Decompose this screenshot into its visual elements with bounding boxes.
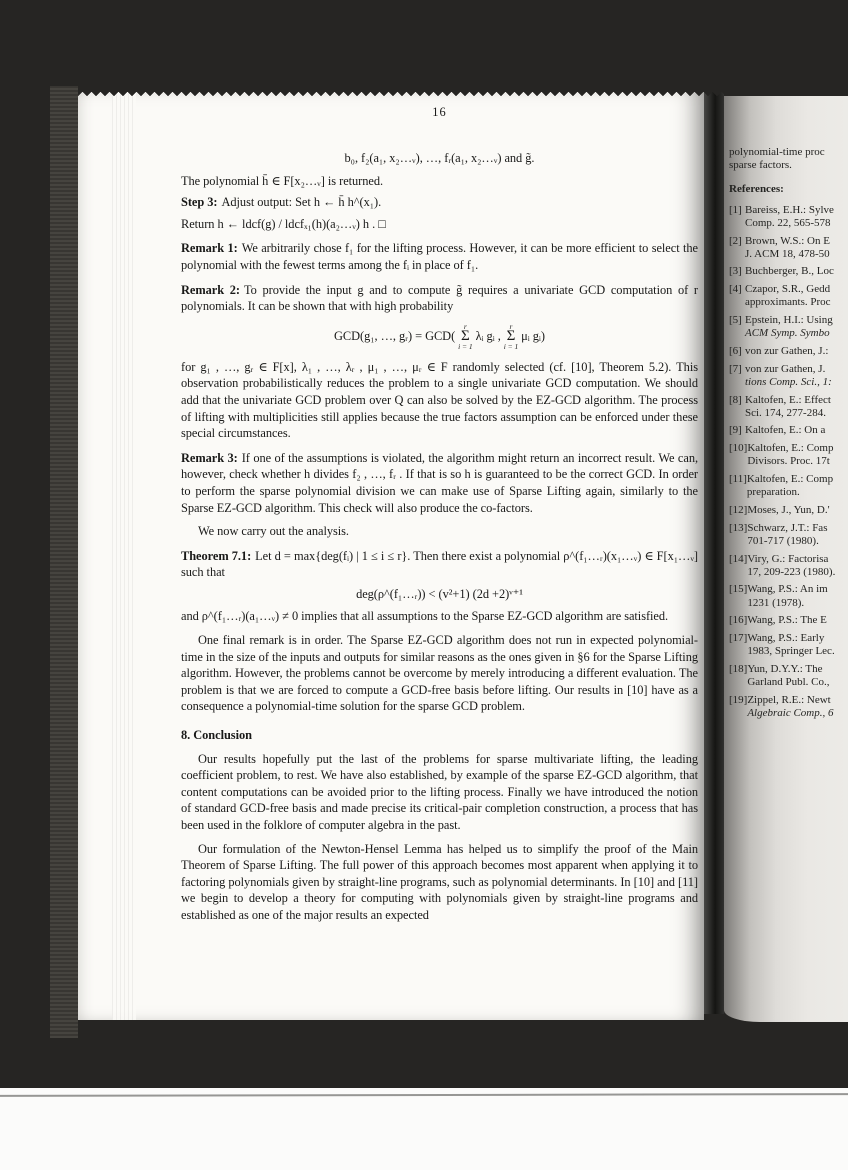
remark-3-text: If one of the assumptions is violated, the algorithm might return an incorrect result. We can, however, check whether h divides f₂ , …, fᵣ . If that is so h is guaranteed to be the correct GCD. In order to perform the sparse polynomial division we can make use of Sparse Lifting again, similarly to the Sparse EZ-GCD algorithm. This check will also produce the co-factors.: [181, 450, 699, 515]
reference-line-2: tions Comp. Sci., 1:: [745, 375, 832, 388]
left-page-content: [181, 104, 698, 929]
sigma-lower-limit: i = 1: [503, 342, 519, 352]
reference-text: [745, 345, 848, 358]
theorem-label: Theorem 7.1:: [181, 548, 252, 563]
reference-text: [747, 522, 848, 548]
reference-line-1: Moses, J., Yun, D.': [747, 503, 830, 516]
reference-text: [745, 314, 848, 340]
reference-item: [729, 473, 848, 499]
reference-number: [16]: [729, 614, 748, 627]
reference-item: [729, 522, 848, 548]
reference-text: [747, 553, 848, 579]
reference-item: [729, 283, 848, 309]
reference-number: [6]: [729, 344, 742, 357]
reference-item: [729, 663, 848, 689]
sigma-upper-limit: r: [463, 321, 467, 331]
reference-number: [10]: [729, 442, 748, 455]
remark-1-label: Remark 1:: [181, 241, 238, 256]
reference-text: [747, 614, 848, 627]
return-line: Return h ← ldcf(g) / ldcfₓ₁(h)(a₂…ᵥ) h . □: [181, 216, 386, 231]
reference-number: [2]: [729, 234, 742, 247]
reference-number: [13]: [729, 521, 748, 534]
conclusion-paragraph-1: Our results hopefully put the last of the problems for sparse multivariate lifting, the leading coefficient problem, to rest. We have also established, by example of the sparse EZ-GCD algorithm, that content computations can be avoided prior to the lifting process. Finally we have introduced the notion of standard GCD-free basis and made precise its critical-pair completion construction, a process that has been used in the folklore of computer algebra in the past.: [181, 751, 698, 832]
reference-number: [19]: [729, 693, 748, 706]
reference-item: [729, 632, 848, 658]
deg-formula: deg(ρ^(f₁…ᵣ)) < (v²+1) (2d +2)ᵛ⁺¹: [356, 586, 523, 601]
reference-line-2: Algebraic Comp., 6: [747, 707, 834, 720]
reference-line-2: 17, 209-223 (1980).: [747, 565, 836, 578]
reference-item: [729, 345, 848, 358]
analysis-line: We now carry out the analysis.: [198, 524, 349, 539]
reference-line-1: Kaltofen, E.: Effect: [745, 393, 831, 406]
reference-text: [745, 283, 848, 309]
reference-number: [7]: [729, 362, 742, 375]
reference-line-1: Kaltofen, E.: Comp: [746, 473, 834, 486]
gcd-lhs: GCD(g₁, …, gᵣ) = GCD(: [333, 328, 456, 343]
reference-line-1: Viry, G.: Factorisa: [747, 552, 829, 565]
reference-item: [729, 583, 848, 609]
remark-1: [181, 240, 698, 273]
reference-line-2: Comp. 22, 565-578: [745, 216, 831, 229]
right-page-content: [729, 146, 848, 725]
remark-1-text: We arbitrarily chose f₁ for the lifting process. However, it can be more efficient to select the polynomial with the fewest terms among the fᵢ in place of f₁.: [181, 241, 698, 272]
reference-line-2: preparation.: [746, 486, 800, 499]
reference-number: [12]: [729, 503, 748, 516]
reference-line-1: Epstein, H.I.: Using: [745, 314, 833, 327]
reference-number: [9]: [729, 424, 742, 437]
reference-text: [745, 235, 848, 261]
carryover-text: [729, 146, 848, 172]
reference-number: [15]: [729, 583, 748, 596]
reference-text: [747, 473, 848, 499]
reference-line-2: 1983, Springer Lec.: [747, 645, 835, 658]
paragraph-final-remark: One final remark is in order. The Sparse EZ-GCD algorithm does not run in expected polynomial-time in the size of the inputs and outputs for similar reasons as the ones given in §6 for the Sparse Lifting algorithm. However, the problems cannot be overcome by merely introducing a different evaluation. The problem is that we are forced to compute a GCD-free basis before lifting. Our results in [10] have as a consequence a polynomial-time solution for the sparse GCD problem.: [181, 633, 698, 714]
reference-line-1: Schwarz, J.T.: Fas: [747, 521, 828, 534]
reference-item: [729, 314, 848, 340]
reference-text: [747, 504, 848, 517]
reference-line-1: von zur Gathen, J.:: [745, 344, 829, 357]
reference-number: [4]: [729, 283, 742, 296]
sigma-lower-limit: i = 1: [458, 342, 473, 352]
page-stack-edges: [112, 92, 136, 1020]
left-page: [78, 92, 704, 1020]
reference-item: [729, 204, 848, 230]
sigma-symbol: [504, 323, 518, 351]
conclusion-paragraph-2: Our formulation of the Newton-Hensel Lemma has helped us to simplify the proof of the Main Theorem of Sparse Lifting. The full power of this approach becomes most apparent when applying it to factoring polynomials given by straight-line programs, such as polynomial determinants. In [10] and [11] we begin to develop a theory for computing with polynomials given by straight-line programs and established as one of the major results an expected: [181, 841, 698, 922]
reference-text: [745, 363, 848, 389]
gutter-shadow: [704, 92, 724, 1014]
carryover-line: sparse factors.: [729, 159, 792, 172]
sigma-glyph: Σ: [506, 328, 516, 345]
reference-item: [729, 504, 848, 517]
sigma-symbol: [458, 323, 472, 351]
paragraph-returned: The polynomial h̄ ∈ F[x₂…ᵥ] is returned.: [181, 173, 384, 188]
reference-line-2: J. ACM 18, 478-50: [745, 247, 830, 260]
reference-item: [729, 394, 848, 420]
step3-label: Step 3:: [181, 195, 218, 210]
reference-line-1: Wang, P.S.: Early: [747, 632, 825, 645]
theorem-7-1: [181, 548, 698, 581]
reference-text: [747, 442, 848, 468]
reference-number: [3]: [729, 265, 742, 278]
remark-2-text: To provide the input g and to compute g̃ requires a univariate GCD computation of r polynomials. It can be shown that with high probability: [181, 282, 698, 314]
reference-item: [729, 553, 848, 579]
gcd-formula: [181, 323, 698, 351]
reference-line-1: Yun, D.Y.Y.: The: [747, 663, 823, 675]
reference-text: [745, 394, 848, 420]
reference-line-2: Divisors. Proc. 17t: [747, 455, 830, 468]
reference-text: [747, 663, 848, 689]
reference-number: [18]: [729, 663, 748, 675]
gcd-close: ): [540, 328, 545, 343]
reference-line-1: Zippel, R.E.: Newt: [747, 693, 831, 706]
reference-item: [729, 614, 848, 627]
reference-text: [745, 424, 848, 437]
reference-line-1: von zur Gathen, J.: [745, 362, 826, 375]
references-list: [729, 204, 848, 721]
conclusion-heading: 8. Conclusion: [181, 728, 252, 743]
reference-item: [729, 363, 848, 389]
reference-number: [17]: [729, 632, 748, 645]
sigma-upper-limit: r: [509, 321, 513, 331]
reference-text: [747, 583, 848, 609]
references-heading: References:: [729, 183, 784, 196]
reference-line-2: 701-717 (1980).: [747, 534, 819, 547]
reference-text: [747, 694, 848, 720]
intro-formula: b₀, f₂(a₁, x₂…ᵥ), …, fᵣ(a₁, x₂…ᵥ) and g̃.: [344, 151, 535, 165]
gcd-term1: λᵢ gᵢ ,: [475, 328, 501, 343]
reference-line-1: Wang, P.S.: The E: [747, 614, 827, 627]
scanner-edge-line: [0, 1093, 848, 1097]
reference-item: [729, 265, 848, 278]
reference-item: [729, 235, 848, 261]
theorem-text: Let d = max{deg(fᵢ) | 1 ≤ i ≤ r}. Then there exist a polynomial ρ^(f₁…ᵣ)(x₁…ᵥ) ∈ F[x₁…ᵥ] such that: [181, 548, 699, 580]
page-number: 16: [432, 105, 447, 119]
reference-text: [747, 632, 848, 658]
right-page: [724, 96, 848, 1022]
remark-3-label: Remark 3:: [181, 450, 238, 465]
remark-3: [181, 450, 698, 516]
reference-number: [8]: [729, 393, 742, 406]
remark-2-label: Remark 2:: [181, 282, 241, 297]
reference-line-1: Buchberger, B., Loc: [745, 265, 834, 278]
reference-line-1: Bareiss, E.H.: Sylve: [745, 203, 834, 216]
remark-2: [181, 282, 698, 315]
reference-number: [1]: [729, 203, 742, 216]
reference-number: [14]: [729, 552, 748, 565]
reference-item: [729, 442, 848, 468]
reference-number: [5]: [729, 314, 742, 327]
reference-line-1: Kaltofen, E.: Comp: [747, 442, 834, 455]
reference-line-1: Czapor, S.R., Gedd: [745, 283, 831, 296]
gcd-term2: μᵢ gᵢ: [521, 328, 541, 343]
step3-line: [181, 194, 698, 211]
reference-text: [745, 204, 848, 230]
reference-item: [729, 694, 848, 720]
reference-line-2: approximants. Proc: [745, 296, 831, 309]
step3-text: Adjust output: Set h ← h̄ h^(x₁).: [221, 195, 382, 210]
page-deckle-edge: [78, 92, 848, 100]
reference-number: [11]: [729, 473, 747, 486]
paragraph-for: for g₁ , …, gᵣ ∈ F[x], λ₁ , …, λᵣ , μ₁ , …, μᵣ ∈ F randomly selected (cf. [10], Theorem 5.2). This observation probabilistically reduces the problem to a single univariate GCD computation. We should add that the univariate GCD problem over Q can also be solved by the EZ-GCD algorithm. The process of lifting with multiplicities still applies because the true factors assumption can be enforced under these special circumstances.: [181, 359, 698, 441]
reference-line-1: Kaltofen, E.: On a: [745, 424, 826, 437]
paragraph-and: and ρ^(f₁…ᵣ)(a₁…ᵥ) ≠ 0 implies that all assumptions to the Sparse EZ-GCD algorithm are satisfied.: [181, 609, 669, 624]
sigma-glyph: Σ: [461, 328, 470, 345]
reference-line-1: Brown, W.S.: On E: [745, 234, 830, 247]
reference-line-2: Sci. 174, 277-284.: [745, 406, 826, 419]
book-cloth-edge: [50, 86, 78, 1038]
reference-text: [745, 265, 848, 278]
reference-line-2: Garland Publ. Co.,: [747, 676, 830, 689]
carryover-line: polynomial-time proc: [729, 146, 825, 158]
reference-item: [729, 424, 848, 437]
reference-line-2: ACM Symp. Symbo: [745, 327, 830, 340]
reference-line-2: 1231 (1978).: [747, 596, 805, 609]
reference-line-1: Wang, P.S.: An im: [747, 583, 828, 596]
